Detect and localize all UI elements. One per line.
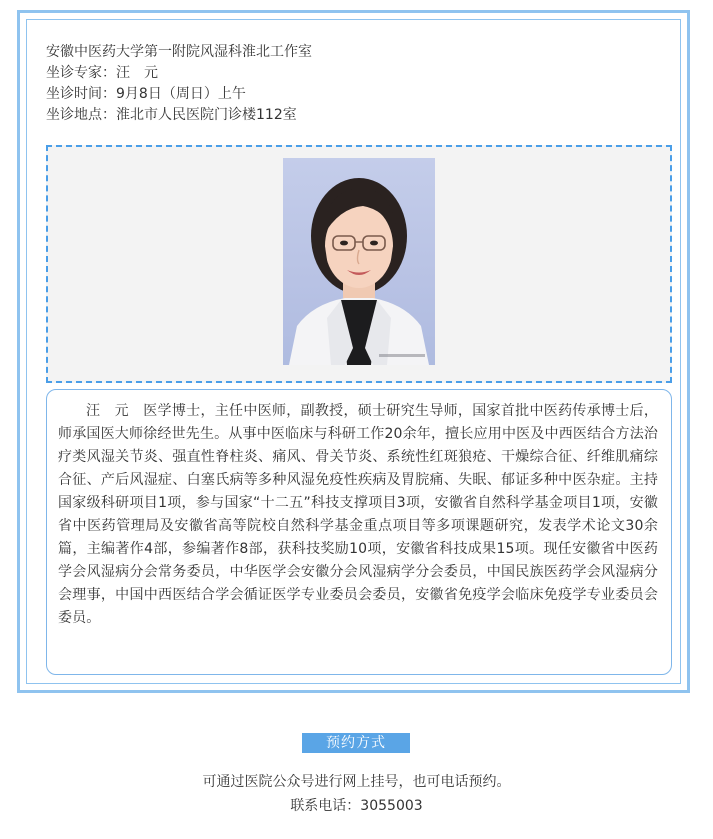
clinic-info xyxy=(46,42,312,126)
doctor-bio-box xyxy=(46,389,672,675)
doctor-card-inner xyxy=(26,19,681,684)
booking-title: 预约方式 xyxy=(302,733,410,753)
booking-phone: 联系电话：3055003 xyxy=(290,798,423,814)
doctor-portrait-icon xyxy=(283,158,435,365)
clinic-location: 坐诊地点：淮北市人民医院门诊楼112室 xyxy=(46,107,297,123)
doctor-name: 坐诊专家：汪 元 xyxy=(46,65,158,81)
doctor-card xyxy=(17,10,690,693)
clinic-name: 安徽中医药大学第一附院风湿科淮北工作室 xyxy=(46,44,312,60)
booking-description: 可通过医院公众号进行网上挂号，也可电话预约。 xyxy=(202,774,511,790)
doctor-bio-text: 汪 元 医学博士，主任中医师，副教授，硕士研究生导师，国家首批中医药传承博士后，师承国医大师徐经世先生。从事中医临床与科研工作20余年，擅长应用中医及中西医结合方法治疗类风湿关节炎、强直性脊柱炎、痛风、骨关节炎、系统性红斑狼疮、干燥综合征、纤维肌痛综合征、产后风湿症、白塞氏病等多种风湿免疫性疾病及胃脘痛、失眠、郁证多种中医杂症。主持国家级科研项目1项，参与国家“十二五”科技支撑项目3项，安徽省自然科学基金项目1项，安徽省中医药管理局及安徽省高等院校自然科学基金重点项目等多项课题研究，发表学术论文30余篇，主编著作4部，参编著作8部，获科技奖励10项，安徽省科技成果15项。现任安徽省中医药学会风湿病分会常务委员，中华医学会安徽分会风湿病学分会委员，中国民族医药学会风湿病分会理事，中国中西医结合学会循证医学专业委员会委员，安徽省免疫学会临床免疫学专业委员会委员。 xyxy=(58,403,658,626)
clinic-time: 坐诊时间：9月8日（周日）上午 xyxy=(46,86,246,102)
photo-frame xyxy=(46,145,672,383)
